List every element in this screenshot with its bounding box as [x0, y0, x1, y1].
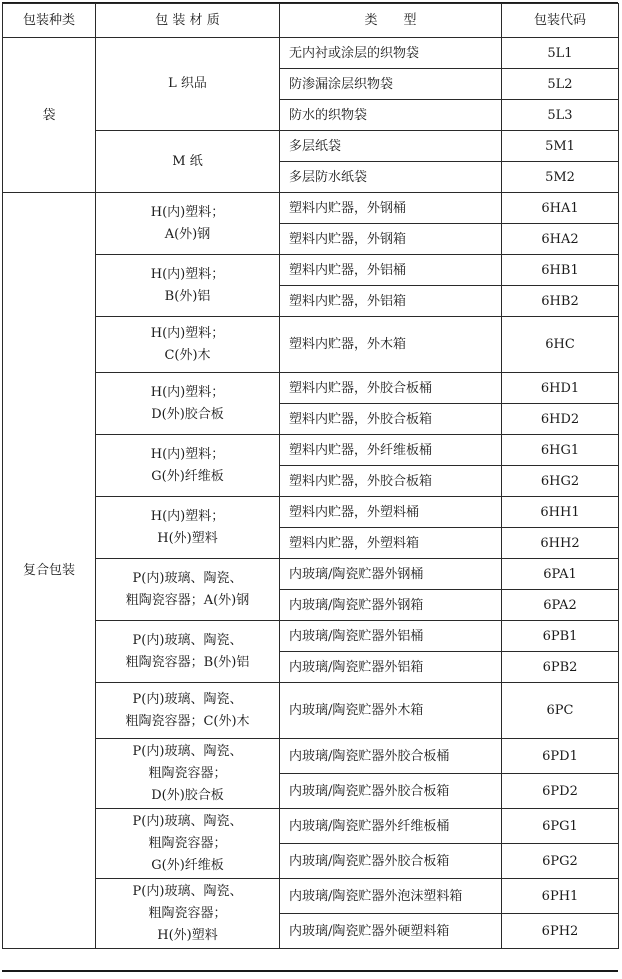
- table-row: [3, 317, 619, 373]
- code-cell: 6HC: [502, 317, 619, 373]
- table-row: [3, 879, 619, 914]
- table-row: [3, 193, 619, 224]
- type-cell: 内玻璃/陶瓷贮器外胶合板箱: [280, 774, 502, 809]
- type-cell: 无内衬或涂层的织物袋: [280, 38, 502, 69]
- code-cell: 6PA1: [502, 559, 619, 590]
- material-cell: P(内)玻璃、陶瓷、 粗陶瓷容器；A(外)钢: [96, 559, 280, 621]
- code-cell: 5L2: [502, 69, 619, 100]
- code-cell: 6PB1: [502, 621, 619, 652]
- package-kind-cell: 袋: [3, 38, 96, 193]
- code-cell: 6HD1: [502, 373, 619, 404]
- type-cell: 内玻璃/陶瓷贮器外胶合板桶: [280, 739, 502, 774]
- table-body: [3, 38, 619, 949]
- material-cell: L 织品: [96, 38, 280, 131]
- type-cell: 塑料内贮器，外铝桶: [280, 255, 502, 286]
- code-cell: 6HD2: [502, 404, 619, 435]
- material-cell: H(内)塑料； B(外)铝: [96, 255, 280, 317]
- material-cell: H(内)塑料； A(外)钢: [96, 193, 280, 255]
- material-cell: P(内)玻璃、陶瓷、 粗陶瓷容器；C(外)木: [96, 683, 280, 739]
- table-row: [3, 255, 619, 286]
- table-row: [3, 435, 619, 466]
- code-cell: 6HB2: [502, 286, 619, 317]
- code-cell: 5M2: [502, 162, 619, 193]
- code-cell: 6HG1: [502, 435, 619, 466]
- material-cell: P(内)玻璃、陶瓷、 粗陶瓷容器； D(外)胶合板: [96, 739, 280, 809]
- type-cell: 内玻璃/陶瓷贮器外钢桶: [280, 559, 502, 590]
- type-cell: 内玻璃/陶瓷贮器外硬塑料箱: [280, 914, 502, 949]
- type-cell: 内玻璃/陶瓷贮器外钢箱: [280, 590, 502, 621]
- table-row: [3, 373, 619, 404]
- table-row: [3, 559, 619, 590]
- code-cell: 6HA1: [502, 193, 619, 224]
- code-cell: 6PD2: [502, 774, 619, 809]
- table-row: [3, 621, 619, 652]
- code-cell: 6HG2: [502, 466, 619, 497]
- table-row: [3, 739, 619, 774]
- material-cell: H(内)塑料； C(外)木: [96, 317, 280, 373]
- type-cell: 多层防水纸袋: [280, 162, 502, 193]
- packaging-code-table: [2, 3, 619, 949]
- code-cell: 6PB2: [502, 652, 619, 683]
- package-kind-cell: 复合包装: [3, 193, 96, 949]
- code-cell: 6HB1: [502, 255, 619, 286]
- type-cell: 内玻璃/陶瓷贮器外铝箱: [280, 652, 502, 683]
- type-cell: 多层纸袋: [280, 131, 502, 162]
- header-type: 类 型: [280, 4, 502, 38]
- material-cell: P(内)玻璃、陶瓷、 粗陶瓷容器； H(外)塑料: [96, 879, 280, 949]
- type-cell: 塑料内贮器，外胶合板箱: [280, 466, 502, 497]
- table-row: [3, 38, 619, 69]
- code-cell: 6PH2: [502, 914, 619, 949]
- type-cell: 内玻璃/陶瓷贮器外纤维板桶: [280, 809, 502, 844]
- material-cell: H(内)塑料； G(外)纤维板: [96, 435, 280, 497]
- code-cell: 6HH2: [502, 528, 619, 559]
- type-cell: 塑料内贮器，外钢桶: [280, 193, 502, 224]
- code-cell: 6PD1: [502, 739, 619, 774]
- table-row: [3, 683, 619, 739]
- code-cell: 6HH1: [502, 497, 619, 528]
- type-cell: 塑料内贮器，外胶合板箱: [280, 404, 502, 435]
- header-kind: 包装种类: [3, 4, 96, 38]
- code-cell: 6PA2: [502, 590, 619, 621]
- code-cell: 5L1: [502, 38, 619, 69]
- material-cell: H(内)塑料； D(外)胶合板: [96, 373, 280, 435]
- type-cell: 防水的织物袋: [280, 100, 502, 131]
- bottom-rule: [2, 970, 618, 972]
- material-cell: P(内)玻璃、陶瓷、 粗陶瓷容器；B(外)铝: [96, 621, 280, 683]
- table-row: [3, 809, 619, 844]
- header-row: [3, 4, 619, 38]
- code-cell: 6PH1: [502, 879, 619, 914]
- type-cell: 防渗漏涂层织物袋: [280, 69, 502, 100]
- type-cell: 内玻璃/陶瓷贮器外木箱: [280, 683, 502, 739]
- code-cell: 6HA2: [502, 224, 619, 255]
- type-cell: 塑料内贮器，外铝箱: [280, 286, 502, 317]
- type-cell: 内玻璃/陶瓷贮器外铝桶: [280, 621, 502, 652]
- header-material: 包 装 材 质: [96, 4, 280, 38]
- type-cell: 塑料内贮器，外纤维板桶: [280, 435, 502, 466]
- table-row: [3, 131, 619, 162]
- type-cell: 内玻璃/陶瓷贮器外胶合板箱: [280, 844, 502, 879]
- table-row: [3, 497, 619, 528]
- type-cell: 塑料内贮器，外钢箱: [280, 224, 502, 255]
- code-cell: 5M1: [502, 131, 619, 162]
- material-cell: H(内)塑料； H(外)塑料: [96, 497, 280, 559]
- code-cell: 6PG2: [502, 844, 619, 879]
- material-cell: P(内)玻璃、陶瓷、 粗陶瓷容器； G(外)纤维板: [96, 809, 280, 879]
- material-cell: M 纸: [96, 131, 280, 193]
- type-cell: 塑料内贮器，外塑料桶: [280, 497, 502, 528]
- header-code: 包装代码: [502, 4, 619, 38]
- type-cell: 塑料内贮器，外胶合板桶: [280, 373, 502, 404]
- code-cell: 6PC: [502, 683, 619, 739]
- type-cell: 塑料内贮器，外木箱: [280, 317, 502, 373]
- code-cell: 5L3: [502, 100, 619, 131]
- type-cell: 塑料内贮器，外塑料箱: [280, 528, 502, 559]
- code-cell: 6PG1: [502, 809, 619, 844]
- type-cell: 内玻璃/陶瓷贮器外泡沫塑料箱: [280, 879, 502, 914]
